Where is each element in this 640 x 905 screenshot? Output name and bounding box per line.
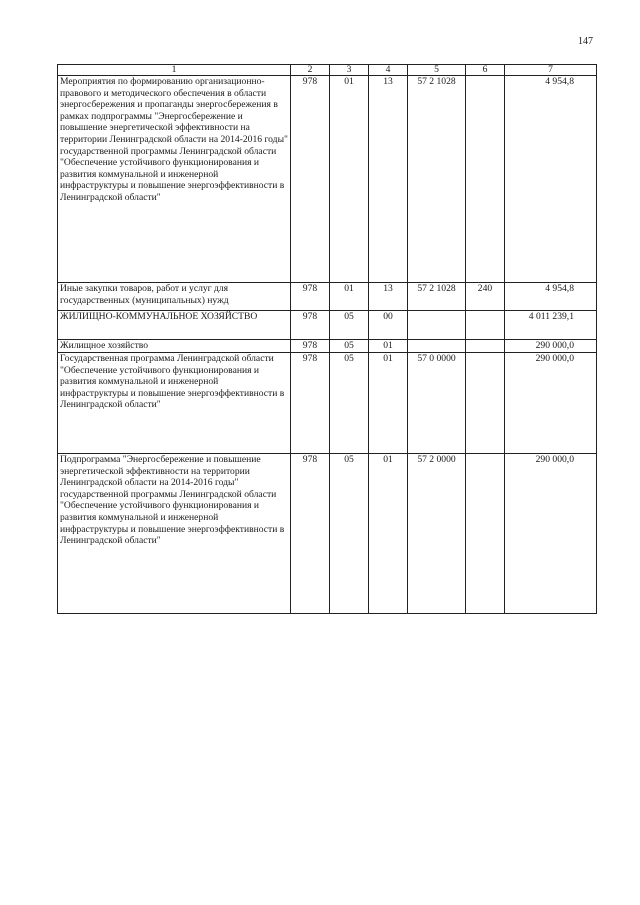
column-header: 7 [505, 65, 597, 76]
column-header: 5 [408, 65, 466, 76]
cell-expense-type [466, 340, 505, 353]
column-header: 4 [369, 65, 408, 76]
cell-section: 05 [330, 340, 369, 353]
row-name: ЖИЛИЩНО-КОММУНАЛЬНОЕ ХОЗЯЙСТВО [58, 311, 291, 340]
cell-admin-code: 978 [291, 353, 330, 454]
column-header: 1 [58, 65, 291, 76]
row-name: Жилищное хозяйство [58, 340, 291, 353]
cell-amount: 290 000,0 [505, 340, 597, 353]
cell-target-code: 57 2 1028 [408, 76, 466, 283]
cell-amount: 290 000,0 [505, 454, 597, 614]
row-name: Мероприятия по формированию организационно-правового и методического обеспечения в области энергосбережения и пропаганды энергосбережения в рамках подпрограммы "Энергосбережение и повышение энергетической эффективности на территории Ленинградской области на 2014-2016 годы" государственной программы Ленинградской области "Обеспечение устойчивого функционирования и развития коммунальной и инженерной инфраструктуры и повышение энергоэффективности в Ленинградской области" [58, 76, 291, 283]
row-name: Иные закупки товаров, работ и услуг для государственных (муниципальных) нужд [58, 283, 291, 311]
column-header: 3 [330, 65, 369, 76]
cell-expense-type: 240 [466, 283, 505, 311]
table-row [58, 283, 597, 311]
cell-target-code: 57 2 0000 [408, 454, 466, 614]
cell-target-code: 57 0 0000 [408, 353, 466, 454]
cell-admin-code: 978 [291, 340, 330, 353]
row-name: Подпрограмма "Энергосбережение и повышение энергетической эффективности на территории Ленинградской области на 2014-2016 годы" государственной программы Ленинградской области "Обеспечение устойчивого функционирования и развития коммунальной и инженерной инфраструктуры и повышение энергоэффективности в Ленинградской области" [58, 454, 291, 614]
cell-expense-type [466, 454, 505, 614]
cell-subsection: 01 [369, 340, 408, 353]
table-row [58, 311, 597, 340]
cell-admin-code: 978 [291, 311, 330, 340]
table-row [58, 353, 597, 454]
cell-amount: 4 954,8 [505, 76, 597, 283]
cell-section: 01 [330, 76, 369, 283]
cell-amount: 290 000,0 [505, 353, 597, 454]
page-number: 147 [578, 36, 593, 47]
cell-admin-code: 978 [291, 76, 330, 283]
cell-expense-type [466, 311, 505, 340]
column-header: 6 [466, 65, 505, 76]
cell-subsection: 13 [369, 283, 408, 311]
cell-subsection: 00 [369, 311, 408, 340]
table-row [58, 340, 597, 353]
cell-expense-type [466, 76, 505, 283]
cell-section: 05 [330, 353, 369, 454]
cell-target-code [408, 311, 466, 340]
cell-target-code [408, 340, 466, 353]
table-row [58, 454, 597, 614]
cell-amount: 4 011 239,1 [505, 311, 597, 340]
cell-admin-code: 978 [291, 283, 330, 311]
cell-target-code: 57 2 1028 [408, 283, 466, 311]
cell-subsection: 01 [369, 353, 408, 454]
cell-expense-type [466, 353, 505, 454]
table-row [58, 76, 597, 283]
cell-section: 05 [330, 311, 369, 340]
cell-section: 01 [330, 283, 369, 311]
cell-section: 05 [330, 454, 369, 614]
budget-table [57, 64, 597, 614]
cell-subsection: 01 [369, 454, 408, 614]
cell-subsection: 13 [369, 76, 408, 283]
cell-admin-code: 978 [291, 454, 330, 614]
cell-amount: 4 954,8 [505, 283, 597, 311]
column-header: 2 [291, 65, 330, 76]
row-name: Государственная программа Ленинградской области "Обеспечение устойчивого функционирования и развития коммунальной и инженерной инфраструктуры и повышение энергоэффективности в Ленинградской области" [58, 353, 291, 454]
table-header-row [58, 65, 597, 76]
